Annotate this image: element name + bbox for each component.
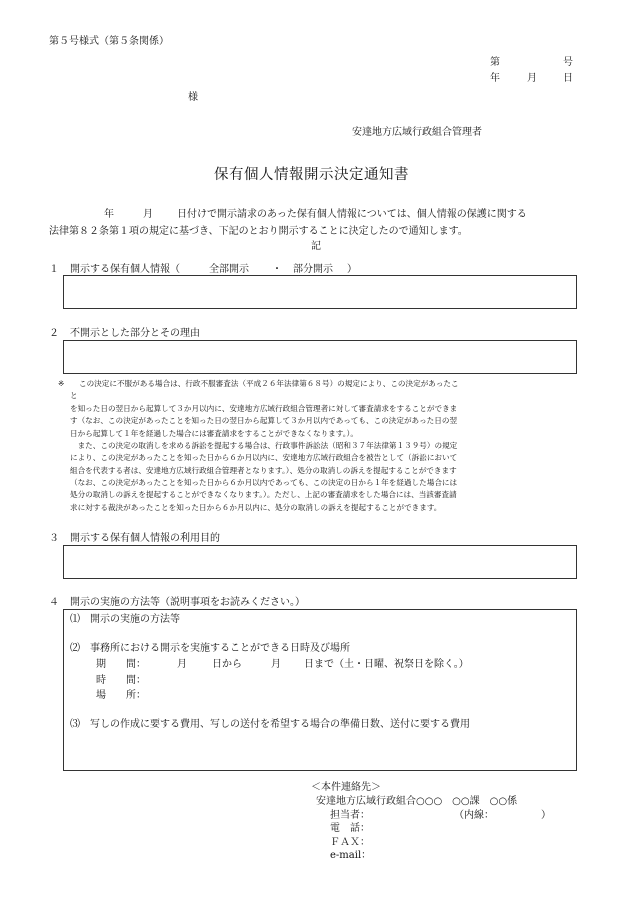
addressee-suffix: 様 [188,92,198,103]
section2-input-box[interactable] [63,340,577,374]
section3-number: ３ [49,533,59,544]
period-from: 日から [212,659,242,670]
notice-line: 処分の取消しの訴えを提起することができなくなります。）。ただし、上記の審査請求をした場合には、当該審査請 [70,490,457,499]
period-until: 日まで（土・日曜、祝祭日を除く。） [304,659,469,670]
section4-label: 開示の実施の方法等（説明事項をお読みください。） [70,597,305,608]
intro-line2: 法律第８２条第１項の規定に基づき、下記のとおり開示することに決定したので通知します。 [49,226,468,237]
section3-input-box[interactable] [63,545,577,579]
form-number: 第５号様式（第５条関係） [49,36,169,47]
period-month2: 月 [271,659,281,670]
section4-item2: ⑵ 事務所における開示を実施することができる日時及び場所 [70,643,350,654]
contact-fax-label: ＦＡＸ： [330,837,370,848]
notice-line: また、この決定の取消しを求める訴訟を提起する場合は、行政事件訴訟法（昭和３７年法律第１３９号）の規定 [70,441,458,450]
section4-item1: ⑴ 開示の実施の方法等 [70,614,180,625]
option-full-disclosure: 全部開示 [209,264,249,275]
place-label: 場 所： [96,690,146,701]
intro-month: 月 [143,209,153,220]
date-year: 年 [490,73,500,84]
section2-number: ２ [49,328,59,339]
intro-line1: 日付けで開示請求のあった保有個人情報については、個人情報の保護に関する [177,209,527,220]
section1-number: １ [49,264,59,275]
contact-heading: ＜本件連絡先＞ [311,782,381,793]
option-partial-disclosure: 部分開示 [293,264,333,275]
contact-org: 安達地方広域行政組合○○○ ○○課 ○○係 [316,796,518,807]
doc-number-prefix: 第 [490,57,500,68]
document-title: 保有個人情報開示決定通知書 [214,167,409,183]
option-separator: ・ [272,264,282,275]
notice-line: 求に対する裁決があったことを知った日から６か月以内に、処分の取消しの訴えを提起することができます。 [70,503,442,512]
date-month: 月 [527,73,537,84]
contact-tel-label: 電 話： [330,823,370,834]
section1-label: 開示する保有個人情報（ [70,264,180,275]
notice-line: 日から起算して１年を経過した場合には審査請求をすることができなくなります。）。 [70,429,358,438]
notice-line: 組合を代表する者は、安達地方広域行政組合管理者となります。）、処分の取消しの訴えを提起することができます [70,466,457,475]
ki-label: 記 [311,241,321,252]
option-close: ） [347,264,357,275]
notice-line: （なお、この決定があったことを知った日から６か月以内であっても、この決定の日から１年を経過した場合には [70,478,458,487]
notice-mark: ※ [58,379,65,388]
notice-line: と [70,391,78,400]
notice-line: す（なお、この決定があったことを知った日の翌日から起算して３か月以内であっても、この決定があった日の翌 [70,416,458,425]
period-month1: 月 [177,659,187,670]
section4-number: ４ [49,597,59,608]
section4-item3: ⑶ 写しの作成に要する費用、写しの送付を希望する場合の準備日数、送付に要する費用 [70,719,470,730]
date-day: 日 [563,73,573,84]
section1-input-box[interactable] [63,275,577,309]
notice-line: を知った日の翌日から起算して３か月以内に、安達地方広域行政組合管理者に対して審査請求をすることができま [70,404,458,413]
issuer-name: 安達地方広域行政組合管理者 [352,127,482,138]
notice-line: この決定に不服がある場合は、行政不服審査法（平成２６年法律第６８号）の規定により、この決定があったこ [79,379,459,388]
contact-email-label: e-mail： [330,850,372,861]
intro-year: 年 [104,209,114,220]
section3-label: 開示する保有個人情報の利用目的 [70,533,220,544]
time-label: 時 間： [96,675,146,686]
notice-line: により、この決定があったことを知った日から６か月以内に、安達地方広域行政組合を被告として（訴訟において [70,453,458,462]
section2-label: 不開示とした部分とその理由 [70,328,200,339]
period-label: 期 間： [96,659,146,670]
contact-extension-label: （内線： [454,810,494,821]
doc-number-suffix: 号 [563,57,573,68]
contact-extension-close: ） [541,810,551,821]
contact-person-label: 担当者： [330,810,370,821]
